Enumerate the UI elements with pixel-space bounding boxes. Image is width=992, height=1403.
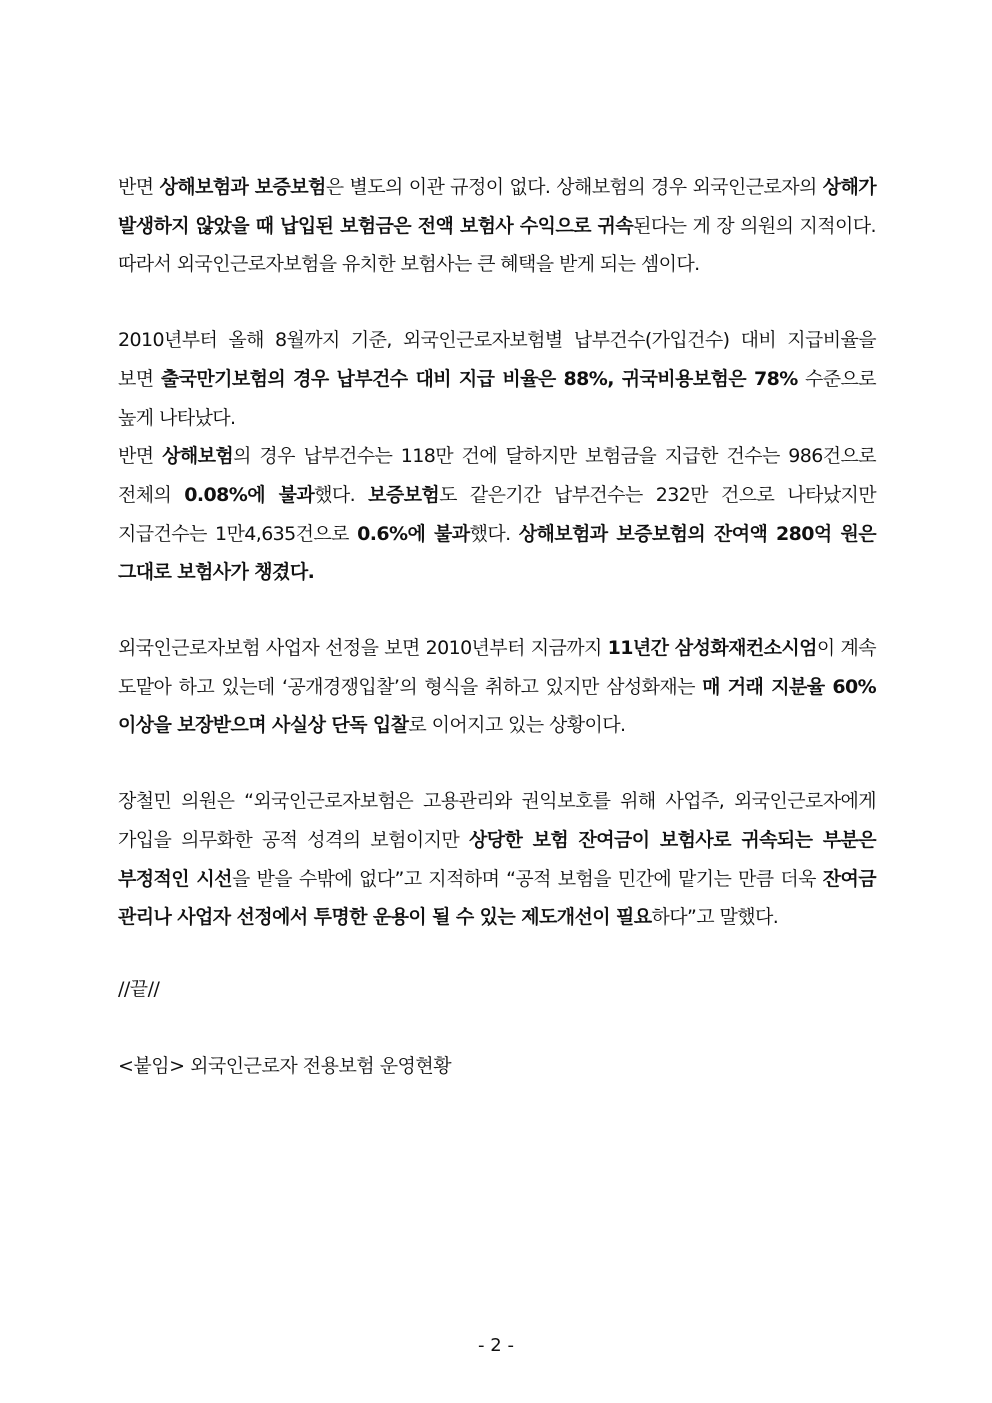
text-run: 도 같은기간 납부건수는 232만 건으로 나타났지만 지급건수는 1만4,635건으로 (118, 483, 877, 545)
text-run: 했다. (469, 522, 519, 545)
text-run: 하다”고 말했다. (651, 906, 779, 929)
paragraph-1 (118, 168, 876, 284)
emphasized-text: 상당한 보험 잔여금이 보험사로 귀속되는 부분은 부정적인 시선 (118, 828, 876, 890)
text-run: 반면 (118, 176, 160, 198)
text-run: 을 받을 수밖에 없다”고 지적하며 “공적 보험을 민간에 맡기는 만큼 더욱 (231, 867, 823, 890)
text-run: 된다는 게 장 의원의 지적이다. 따라서 외국인근로자보험을 유치한 보험사는 큰 혜택을 받게 되는 셈이다. (118, 214, 876, 276)
text-run: 장철민 의원은 “외국인근로자보험은 고용관리와 권익보호를 위해 사업주, 외국인근로자에게 가입을 의무화한 공적 성격의 보험이지만 (118, 790, 876, 851)
text-run: 2010년부터 올해 8월까지 기준, 외국인근로자보험별 납부건수(가입건수) 대비 지급비율을 보면 (118, 329, 876, 390)
text-run: 외국인근로자보험 사업자 선정을 보면 2010년부터 지금까지 (118, 637, 608, 660)
paragraph-4 (118, 629, 876, 745)
emphasized-text: 매 거래 지분율 60% 이상을 보장받으며 사실상 단독 입찰 (118, 675, 877, 737)
text-run: 수준으로 높게 나타났다. (118, 367, 877, 429)
page-number: - 2 - (478, 1335, 514, 1356)
emphasized-text: 보증보험 (368, 483, 440, 506)
emphasized-text: 0.6%에 불과 (357, 522, 470, 545)
attachment-note: <붙임> 외국인근로자 전용보험 운영현황 (118, 1054, 452, 1077)
text-run: 로 이어지고 있는 상황이다. (408, 714, 626, 737)
text-run: 의 경우 납부건수는 118만 건에 달하지만 보험금을 지급한 건수는 986건으로 전체의 (118, 445, 877, 506)
emphasized-text: 상해보험과 보증보험의 잔여액 280억 원은 그대로 보험사가 챙겼다. (118, 522, 876, 584)
document-body (118, 168, 876, 1078)
paragraph-5 (118, 782, 876, 937)
emphasized-text: 잔여금 관리나 사업자 선정에서 투명한 운용이 될 수 있는 제도개선이 필요 (118, 867, 876, 929)
end-mark: //끝// (118, 977, 160, 1000)
text-run: 은 별도의 이관 규정이 없다. 상해보험의 경우 외국인근로자의 (325, 176, 823, 198)
text-run: 이 계속 도맡아 하고 있는데 ‘공개경쟁입찰’의 형식을 취하고 있지만 삼성화재는 (118, 637, 877, 698)
emphasized-text: 출국만기보험의 경우 납부건수 대비 지급 비율은 88%, 귀국비용보험은 78% (160, 367, 798, 390)
emphasized-text: 상해보험과 보증보험 (159, 176, 326, 198)
emphasized-text: 11년간 삼성화재컨소시엄 (607, 637, 817, 660)
emphasized-text: 0.08%에 불과 (184, 483, 315, 506)
emphasized-text: 상해가 발생하지 않았을 때 납입된 보험금은 전액 보험사 수익으로 귀속 (118, 176, 876, 237)
text-run: 반면 (118, 445, 163, 468)
paragraph-2 (118, 321, 876, 437)
emphasized-text: 상해보험 (162, 445, 234, 468)
paragraph-3 (118, 437, 876, 592)
text-run: 했다. (314, 483, 369, 506)
